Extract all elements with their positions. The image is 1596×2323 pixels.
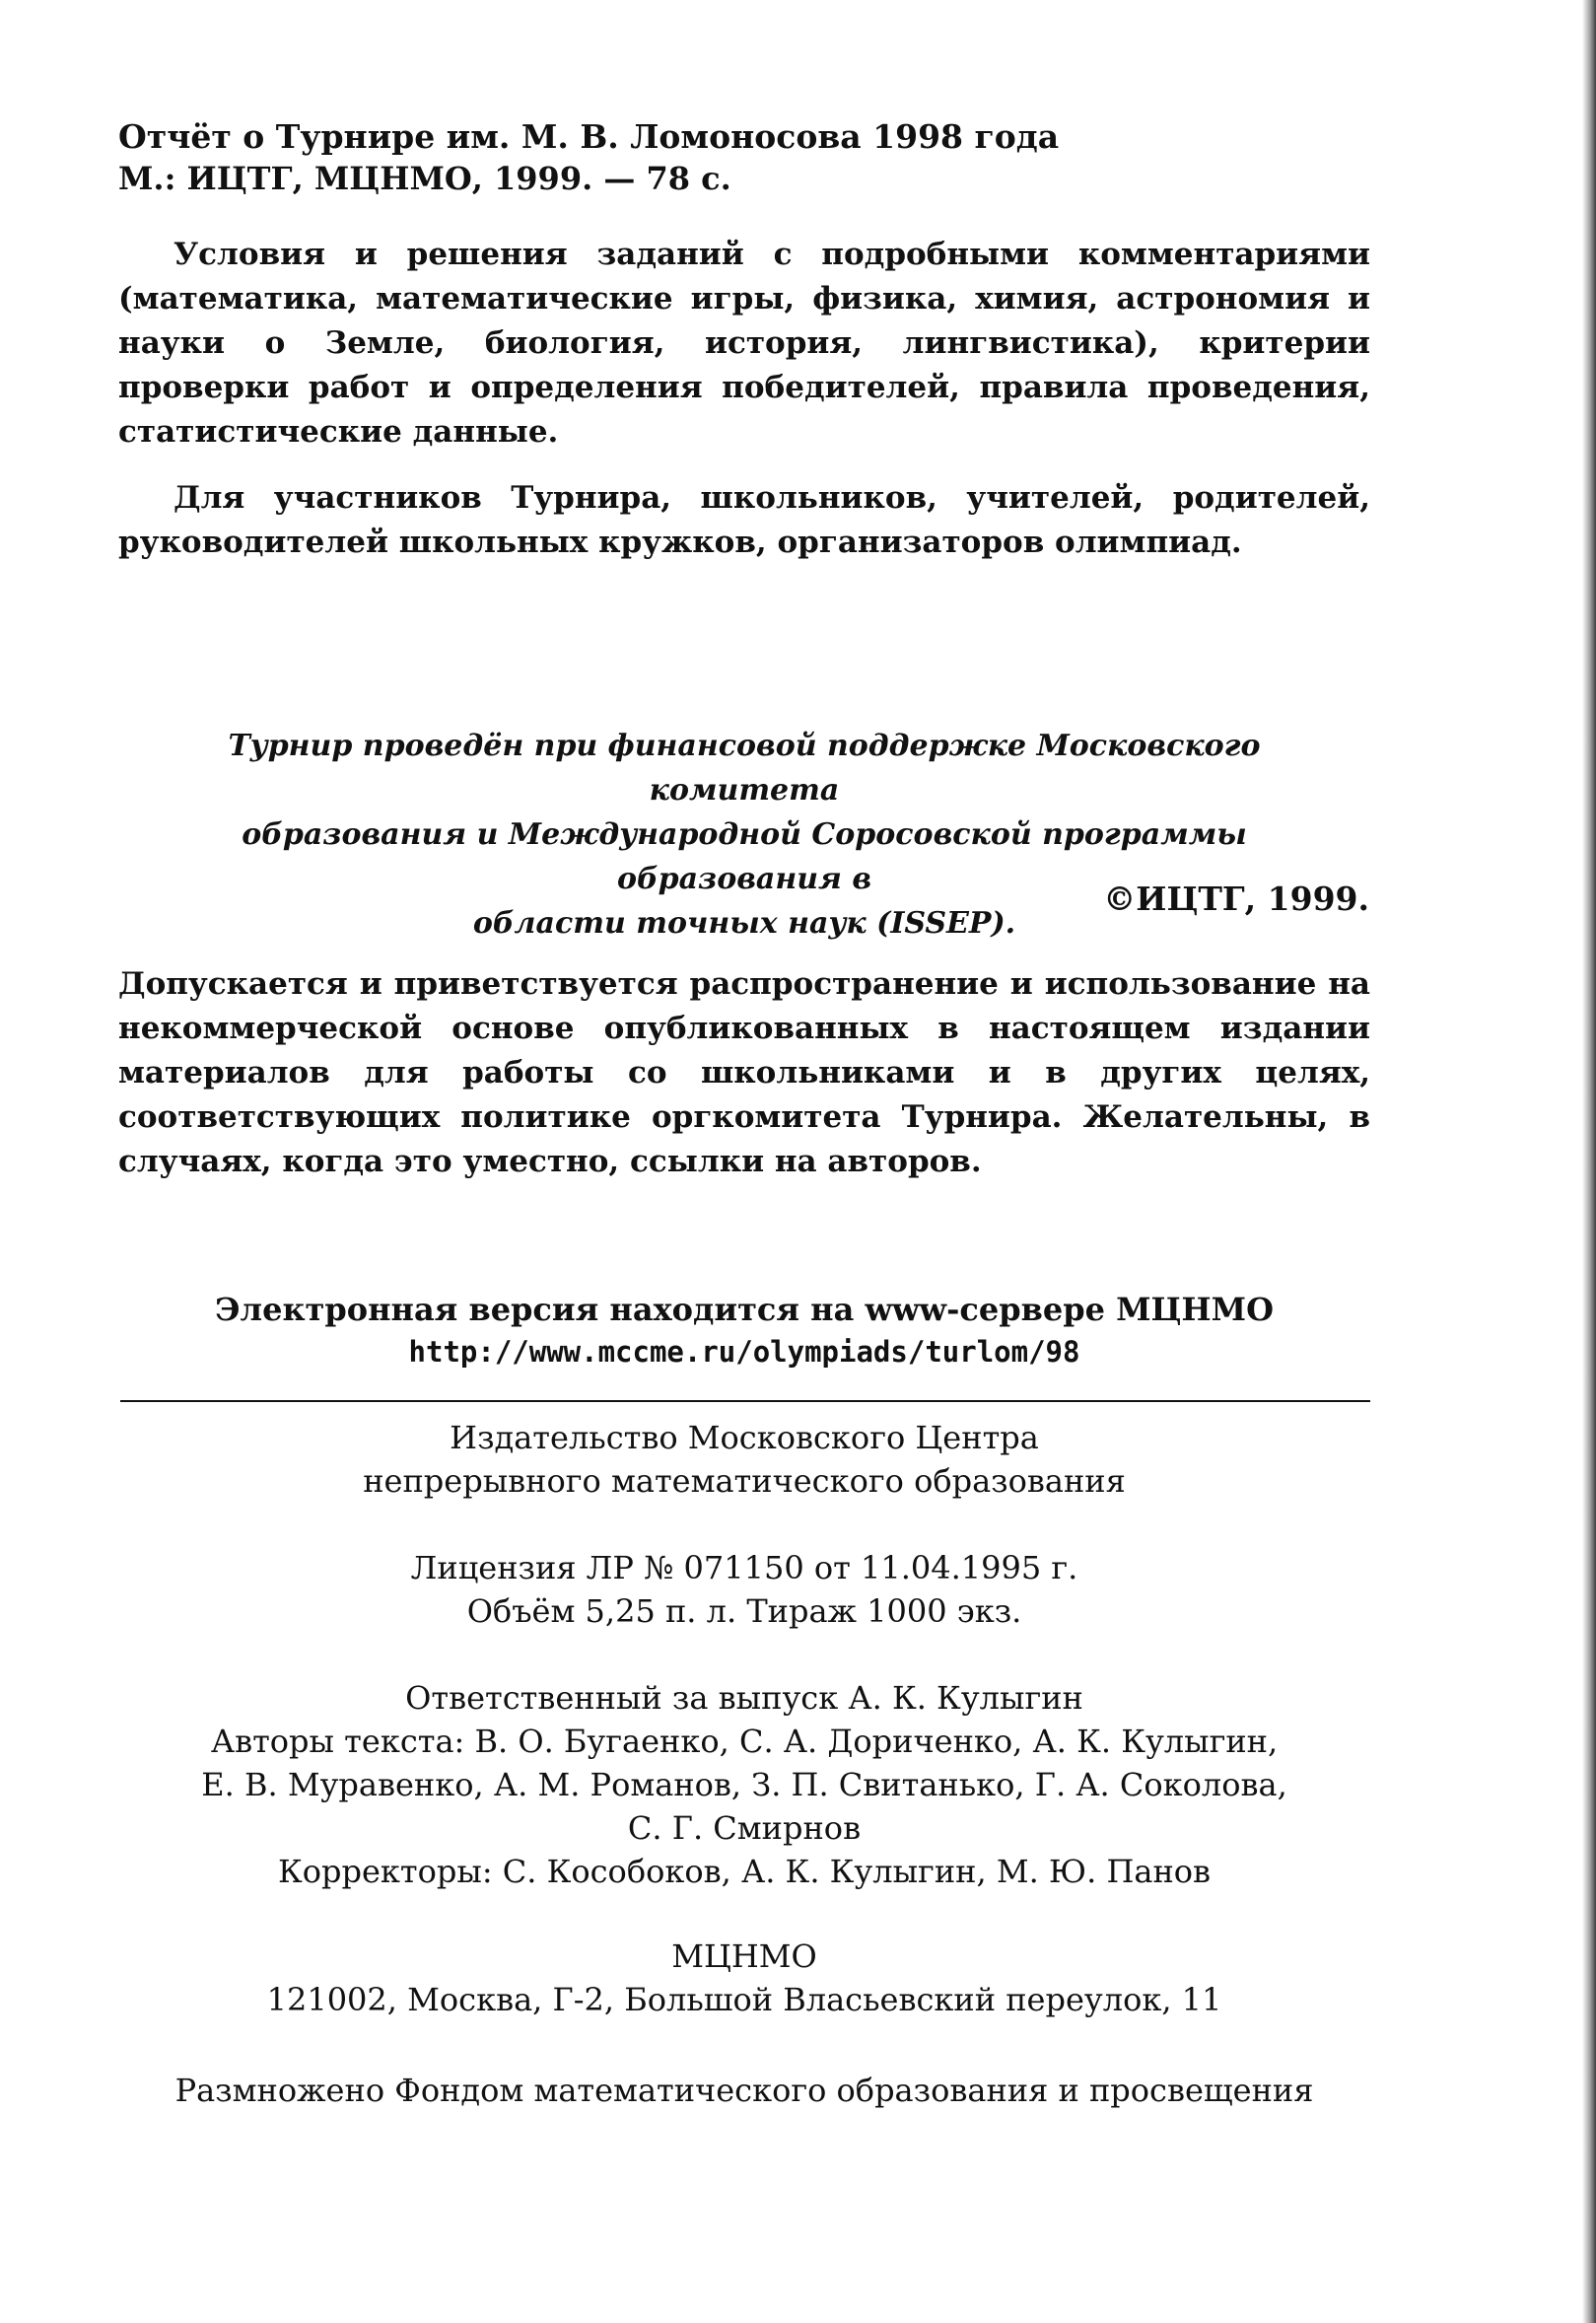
divider-rule: [120, 1400, 1370, 1402]
copyright-notice: ©ИЦТГ, 1999.: [1103, 880, 1369, 918]
abstract-section: [118, 233, 1370, 565]
correctors-line: Корректоры: С. Кособоков, А. К. Кулыгин, М. Ю. Панов: [277, 1853, 1212, 1890]
printed-by-line: Размножено Фондом математического образования и просвещения: [174, 2072, 1314, 2109]
organization-name: МЦНМО: [671, 1937, 817, 1975]
abstract-paragraph: Условия и решения заданий с подробными комментариями (математика, математические игры, физика, химия, астрономия и науки о Земле, биология, история, лингвистика), критерии проверки работ и определения победителей, правила проведения, статистические данные.: [118, 237, 1370, 450]
scan-edge-shadow: [1582, 0, 1596, 2323]
credits-section: [118, 1676, 1370, 1893]
electronic-version-url[interactable]: http://www.mccme.ru/olympiads/turlom/98: [408, 1335, 1080, 1369]
permission-paragraph: Допускается и приветствуется распространение и использование на некоммерческой основе опубликованных в настоящем издании материалов для работы со школьниками и в других целях, соответствующих политике оргкомитета Турнира. Желательны, в случаях, когда это уместно, ссылки на авторов.: [118, 966, 1370, 1179]
authors-line-2: Е. В. Муравенко, А. М. Романов, З. П. Свитанько, Г. А. Соколова,: [201, 1766, 1287, 1803]
publisher-line-2: непрерывного математического образования: [363, 1462, 1126, 1500]
publisher-info: [118, 1416, 1370, 1503]
imprint-line: М.: ИЦТГ, МЦНМО, 1999. — 78 с.: [118, 160, 731, 197]
authors-line-1: Авторы текста: В. О. Бугаенко, С. А. Дориченко, А. К. Кулыгин,: [210, 1723, 1279, 1760]
audience-paragraph: Для участников Турнира, школьников, учителей, родителей, руководителей школьных кружков, организаторов олимпиад.: [118, 480, 1370, 560]
book-title: Отчёт о Турнире им. М. В. Ломоносова 1998 года: [118, 117, 1060, 156]
sponsorship-line-3: области точных наук (ISSEP).: [472, 906, 1016, 941]
authors-line-3: С. Г. Смирнов: [627, 1809, 862, 1847]
permission-section: [118, 962, 1370, 1184]
postal-address: 121002, Москва, Г-2, Большой Власьевский переулок, 11: [266, 1981, 1222, 2018]
responsible-editor: Ответственный за выпуск А. К. Кулыгин: [405, 1679, 1083, 1717]
bibliographic-header: [118, 116, 1370, 199]
volume-line: Объём 5,25 п. л. Тираж 1000 экз.: [466, 1592, 1022, 1630]
license-line: Лицензия ЛР № 071150 от 11.04.1995 г.: [410, 1549, 1078, 1586]
electronic-version-text: Электронная версия находится на www-сервере МЦНМО: [215, 1291, 1274, 1328]
license-info: [118, 1546, 1370, 1633]
electronic-version: [118, 1288, 1370, 1373]
publisher-line-1: Издательство Московского Центра: [450, 1419, 1039, 1456]
sponsorship-line-2: образования и Международной Соросовской программы образования в: [242, 817, 1247, 896]
printed-by: [118, 2069, 1370, 2112]
sponsorship-line-1: Турнир проведён при финансовой поддержке Московского комитета: [228, 729, 1261, 808]
address-section: [118, 1935, 1370, 2021]
